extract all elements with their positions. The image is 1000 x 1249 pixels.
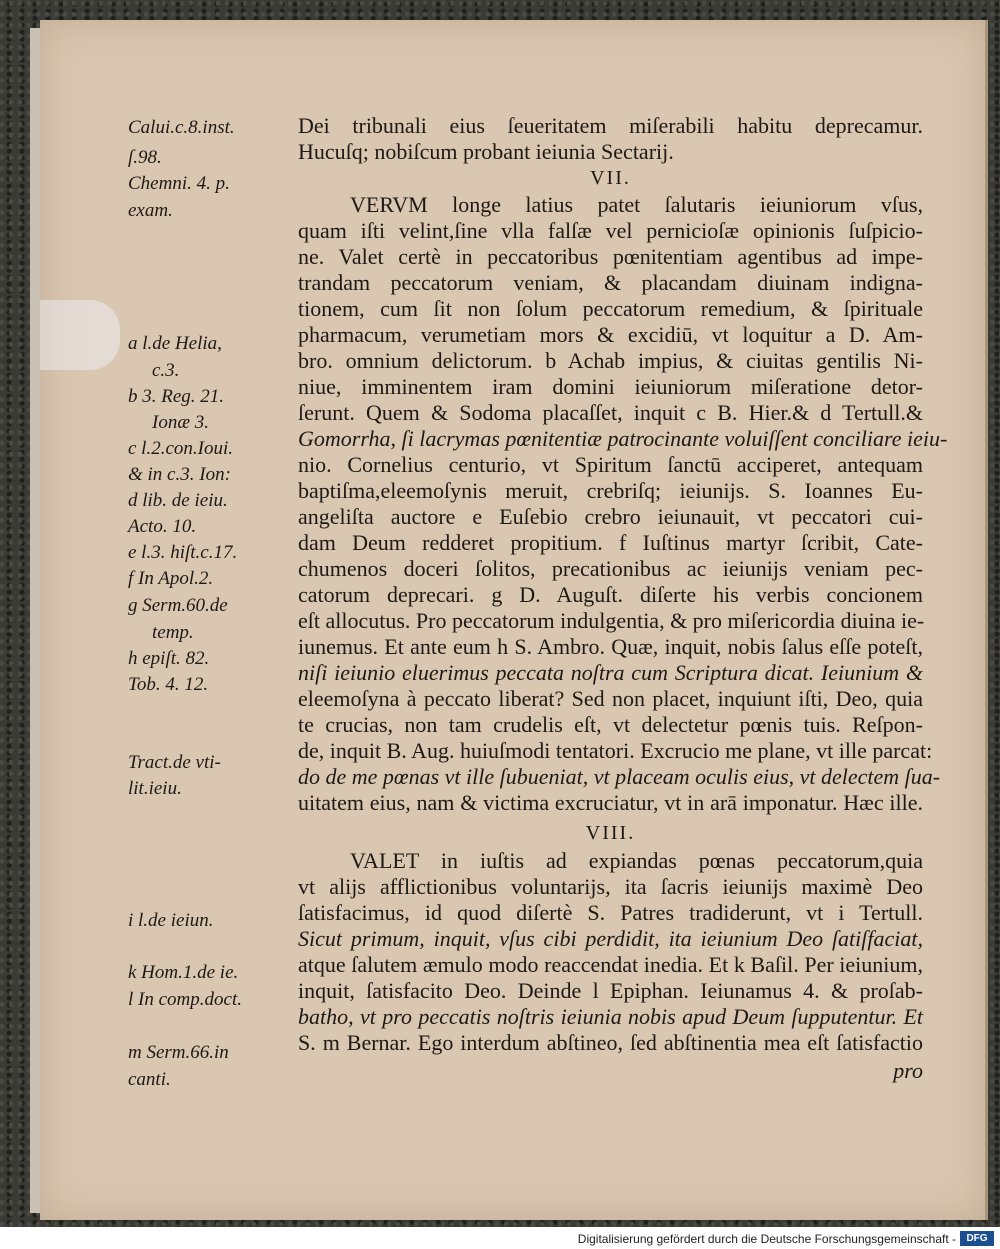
dfg-logo: DFG <box>960 1231 994 1246</box>
margin-note: c.3. <box>152 360 180 381</box>
margin-note: exam. <box>128 200 173 221</box>
text-line: trandam peccatorum veniam, & placandam diuinam indigna- <box>298 270 923 295</box>
section-heading: VIII. <box>585 822 636 844</box>
margin-note: g Serm.60.de <box>128 595 228 616</box>
margin-note: m Serm.66.in <box>128 1042 229 1063</box>
text-line: uitatem eius, nam & victima excruciatur, vt in arā imponatur. Hæc ille. <box>298 790 923 815</box>
margin-note: canti. <box>128 1069 171 1090</box>
margin-note: h epiſt. 82. <box>128 648 210 669</box>
text-line: te crucias, non tam crudelis eſt, vt delectetur pœnis tuis. Reſpon- <box>298 712 923 737</box>
text-line: quam iſti velint,ſine vlla falſæ vel pernicioſæ opinionis ſuſpicio- <box>298 218 923 243</box>
text-line: catorum deprecari. g D. Auguſt. diſerte his verbis concionem <box>298 582 923 607</box>
text-line: chumenos doceri ſolitos, precationibus ac ieiunijs veniam pec- <box>298 556 923 581</box>
margin-note: Calui.c.8.inst. <box>128 117 235 138</box>
margin-note: Ionæ 3. <box>152 412 209 433</box>
text-line: baptiſma,eleemoſynis meruit, crebriſq; ieiunijs. S. Ioannes Eu- <box>298 478 923 503</box>
margin-note: a l.de Helia, <box>128 333 222 354</box>
margin-note: Acto. 10. <box>128 516 197 537</box>
text-line: de, inquit B. Aug. huiuſmodi tentatori. Excrucio me plane, vt ille parcat: <box>298 738 933 763</box>
text-line: VALET in iuſtis ad expiandas pœnas peccatorum,quia <box>350 848 923 873</box>
margin-note: temp. <box>152 622 194 643</box>
margin-note: i l.de ieiun. <box>128 910 214 931</box>
margin-note: lit.ieiu. <box>128 778 182 799</box>
text-line: inquit, ſatisfacito Deo. Deinde l Epiphan. Ieiunamus 4. & proſab- <box>298 978 923 1003</box>
margin-note: b 3. Reg. 21. <box>128 386 225 407</box>
text-line: bro. omnium delictorum. b Achab impius, & ciuitas gentilis Ni- <box>298 348 923 373</box>
text-line: Hucuſq; nobiſcum probant ieiunia Sectarij. <box>298 139 674 164</box>
margin-note: c l.2.con.Ioui. <box>128 438 234 459</box>
text-line: Dei tribunali eius ſeueritatem miſerabili habitu deprecamur. <box>298 113 923 138</box>
text-line: ne. Valet certè in peccatoribus pœnitentiam agentibus ad impe- <box>298 244 923 269</box>
plastic-clip <box>40 300 120 370</box>
margin-note: Tob. 4. 12. <box>128 674 209 695</box>
text-line: Gomorrha, ſi lacrymas pœnitentiæ patrocinante voluiſſent conciliare ieiu- <box>298 426 948 451</box>
footer-credit: Digitalisierung gefördert durch die Deutsche Forschungsgemeinschaft - <box>577 1232 956 1246</box>
text-line: pharmacum, verumetiam mors & excidiū, vt loquitur a D. Am- <box>298 322 923 347</box>
text-line: nio. Cornelius centurio, vt Spiritum ſanctū acciperet, antequam <box>298 452 923 477</box>
text-line: eſt allocutus. Pro peccatorum indulgentia, & pro miſericordia diuina ie- <box>298 608 925 633</box>
text-line: niue, imminentem iram domini ieiuniorum miſeratione detor- <box>298 374 923 399</box>
margin-note: e l.3. hiſt.c.17. <box>128 542 238 563</box>
text-line: atque ſalutem æmulo modo reaccendat inedia. Et k Baſil. Per ieiunium, <box>298 952 923 977</box>
section-heading: VII. <box>590 167 631 189</box>
text-line: eleemoſyna à peccato liberat? Sed non placet, inquiunt iſti, Deo, quia <box>298 686 923 711</box>
text-line: do de me pœnas vt ille ſubueniat, vt placeam oculis eius, vt delectem ſua- <box>298 764 941 789</box>
book-page <box>40 20 988 1220</box>
catchword: pro <box>893 1058 923 1083</box>
text-line: batho, vt pro peccatis noſtris ieiunia nobis apud Deum ſupputentur. Et <box>298 1004 923 1029</box>
text-line: VERVM longe latius patet ſalutaris ieiuniorum vſus, <box>350 192 923 217</box>
margin-note: f In Apol.2. <box>128 568 214 589</box>
footer-strip <box>0 1227 1000 1249</box>
margin-note: l In comp.doct. <box>128 989 242 1010</box>
margin-note: Chemni. 4. p. <box>128 173 230 194</box>
margin-note: ſ.98. <box>128 147 162 168</box>
text-line: niſi ieiunio eluerimus peccata noſtra cum Scriptura dicat. Ieiunium & <box>298 660 923 685</box>
margin-note: & in c.3. Ion: <box>128 464 231 485</box>
text-line: ſatisfacimus, id quod diſertè S. Patres tradiderunt, vt i Tertull. <box>298 900 923 925</box>
text-line: vt alijs afflictionibus voluntarijs, ita ſacris ieiunijs maximè Deo <box>298 874 923 899</box>
text-line: ſerunt. Quem & Sodoma placaſſet, inquit c B. Hier.& d Tertull.& <box>298 400 923 425</box>
text-line: S. m Bernar. Ego interdum abſtineo, ſed abſtinentia mea eſt ſatisfactio <box>298 1030 923 1055</box>
text-line: iunemus. Et ante eum h S. Ambro. Quæ, inquit, nobis ſalus eſſe poteſt, <box>298 634 923 659</box>
margin-note: d lib. de ieiu. <box>128 490 228 511</box>
text-line: Sicut primum, inquit, vſus cibi perdidit, ita ieiunium Deo ſatiſfaciat, <box>298 926 923 951</box>
margin-note: Tract.de vti- <box>128 752 221 773</box>
margin-note: k Hom.1.de ie. <box>128 962 239 983</box>
text-line: angeliſta auctore e Euſebio crebro ieiunauit, vt peccatori cui- <box>298 504 923 529</box>
text-line: dam Deum redderet propitium. f Iuſtinus martyr ſcribit, Cate- <box>298 530 923 555</box>
text-line: tionem, cum ſit non ſolum peccatorum remedium, & ſpirituale <box>298 296 923 321</box>
